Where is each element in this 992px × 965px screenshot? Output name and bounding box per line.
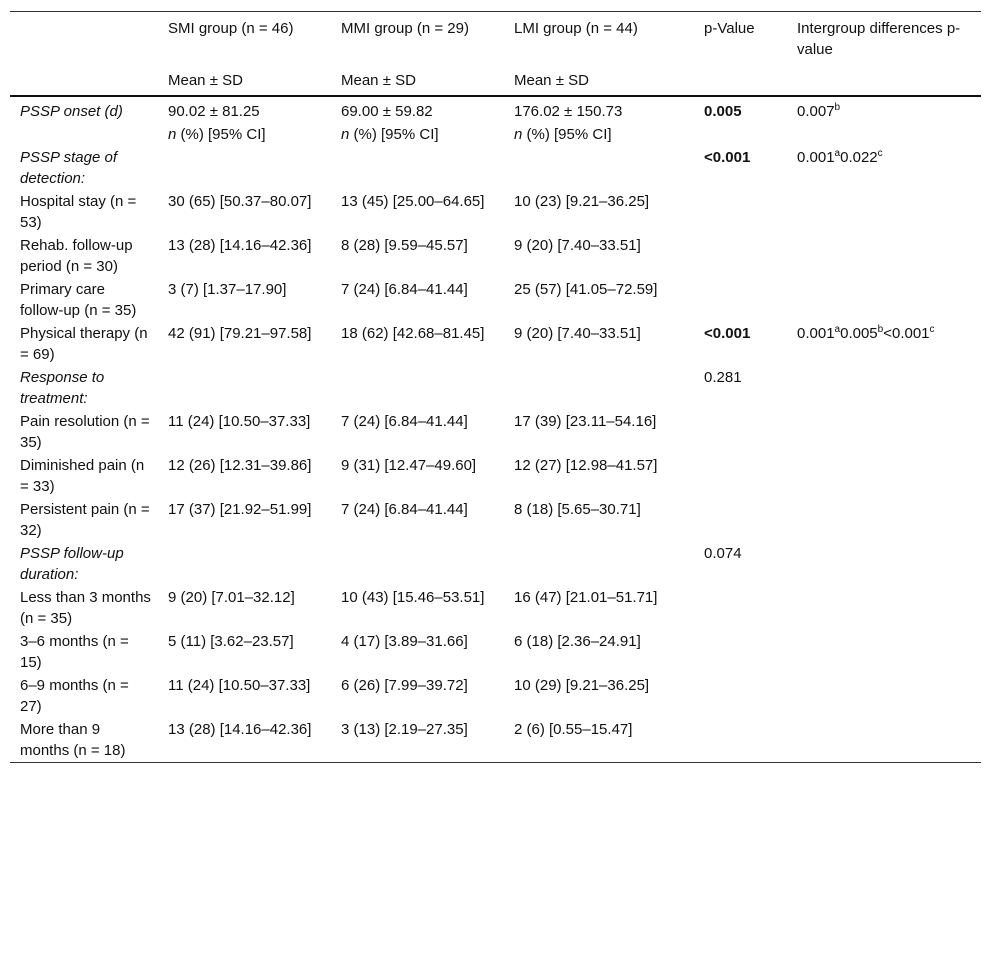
cell-mmi: 3 (13) [2.19–27.35] <box>341 721 468 738</box>
empty-cell <box>694 718 787 763</box>
empty-cell <box>694 586 787 630</box>
empty-cell <box>694 454 787 498</box>
cell-stage-intergroup-value: 0.001 <box>797 149 835 166</box>
row-label-response: Response to treatment: <box>20 369 105 407</box>
cell-lmi: 10 (29) [9.21–36.25] <box>514 677 650 694</box>
empty-cell <box>787 630 981 674</box>
header-p-value: p-Value <box>704 20 755 37</box>
cell-physio-intergroup-sup: c <box>929 324 935 335</box>
row-label: 6–9 months (n = 27) <box>20 677 129 715</box>
cell-smi: 12 (26) [12.31–39.86] <box>168 457 312 474</box>
row-label: Hospital stay (n = 53) <box>20 193 137 231</box>
cell-physio-intergroup <box>787 322 981 366</box>
cell-smi: 13 (28) [14.16–42.36] <box>168 237 312 254</box>
cell-smi: 17 (37) [21.92–51.99] <box>168 501 312 518</box>
empty-cell <box>787 718 981 763</box>
empty-cell <box>787 674 981 718</box>
empty-cell <box>504 542 694 586</box>
row-label: Pain resolution (n = 35) <box>20 413 150 451</box>
subheader-empty-cell <box>10 123 158 146</box>
results-table <box>10 11 981 763</box>
subheader-lmi: n (%) [95% CI] <box>514 126 612 143</box>
cell-lmi: 8 (18) [5.65–30.71] <box>514 501 641 518</box>
cell-onset-lmi: 176.02 ± 150.73 <box>514 103 623 120</box>
header-empty-cell <box>10 61 158 96</box>
row-label: Diminished pain (n = 33) <box>20 457 145 495</box>
cell-stage-p: <0.001 <box>704 149 751 166</box>
empty-cell <box>787 366 981 410</box>
n-symbol: n <box>168 126 177 143</box>
row-label-onset: PSSP onset (d) <box>20 103 123 120</box>
cell-mmi: 7 (24) [6.84–41.44] <box>341 413 468 430</box>
cell-mmi: 13 (45) [25.00–64.65] <box>341 193 485 210</box>
cell-smi: 3 (7) [1.37–17.90] <box>168 281 287 298</box>
subheader-empty-cell <box>787 123 981 146</box>
cell-physio-intergroup-sup: a <box>834 324 841 335</box>
row-label: More than 9 months (n = 18) <box>20 721 126 759</box>
row-label-followup: PSSP follow-up duration: <box>20 545 124 583</box>
table-row-stage-header <box>10 146 981 190</box>
cell-lmi: 12 (27) [12.98–41.57] <box>514 457 658 474</box>
cell-lmi: 17 (39) [23.11–54.16] <box>514 413 657 430</box>
cell-stage-intergroup-value: 0.022 <box>840 149 878 166</box>
cell-lmi: 10 (23) [9.21–36.25] <box>514 193 650 210</box>
cell-smi: 30 (65) [50.37–80.07] <box>168 193 312 210</box>
cell-lmi: 9 (20) [7.40–33.51] <box>514 237 641 254</box>
header-lmi-group: LMI group (n = 44) <box>514 20 638 37</box>
empty-cell <box>158 542 331 586</box>
cell-physio-intergroup-value: <0.001 <box>883 325 930 342</box>
empty-cell <box>694 278 787 322</box>
table-row-followup-header <box>10 542 981 586</box>
cell-stage-intergroup <box>787 146 981 190</box>
header-subrow <box>10 61 981 96</box>
cell-mmi: 4 (17) [3.89–31.66] <box>341 633 468 650</box>
row-label: Persistent pain (n = 32) <box>20 501 150 539</box>
empty-cell <box>787 586 981 630</box>
empty-cell <box>694 410 787 454</box>
cell-physio-intergroup-sup: b <box>877 324 884 335</box>
cell-physio-p: <0.001 <box>704 325 751 342</box>
subheader-smi: n (%) [95% CI] <box>168 126 266 143</box>
empty-cell <box>158 146 331 190</box>
cell-mmi: 10 (43) [15.46–53.51] <box>341 589 485 606</box>
n-symbol: n <box>514 126 523 143</box>
cell-lmi: 2 (6) [0.55–15.47] <box>514 721 633 738</box>
table-subheader-row <box>10 123 981 146</box>
cell-physio-lmi: 9 (20) [7.40–33.51] <box>514 325 641 342</box>
empty-cell <box>694 498 787 542</box>
cell-mmi: 8 (28) [9.59–45.57] <box>341 237 468 254</box>
cell-stage-intergroup-sup: c <box>877 148 883 159</box>
cell-physio-intergroup-value: 0.005 <box>840 325 878 342</box>
table-row-physical-therapy <box>10 322 981 366</box>
cell-smi: 11 (24) [10.50–37.33] <box>168 413 311 430</box>
table-row <box>10 498 981 542</box>
header-empty-cell <box>787 61 981 96</box>
cell-mmi: 9 (31) [12.47–49.60] <box>341 457 477 474</box>
row-label: 3–6 months (n = 15) <box>20 633 129 671</box>
cell-followup-p: 0.074 <box>704 545 742 562</box>
empty-cell <box>694 674 787 718</box>
table-row <box>10 410 981 454</box>
empty-cell <box>787 542 981 586</box>
subheader-empty-cell <box>694 123 787 146</box>
header-empty-cell <box>694 61 787 96</box>
table-row-onset <box>10 96 981 123</box>
cell-smi: 5 (11) [3.62–23.57] <box>168 633 294 650</box>
table-row-response-header <box>10 366 981 410</box>
cell-smi: 11 (24) [10.50–37.33] <box>168 677 311 694</box>
empty-cell <box>787 278 981 322</box>
cell-onset-p: 0.005 <box>704 103 742 120</box>
table-row <box>10 234 981 278</box>
empty-cell <box>787 190 981 234</box>
row-label: Primary care follow-up (n = 35) <box>20 281 137 319</box>
empty-cell <box>694 190 787 234</box>
table-row <box>10 190 981 234</box>
cell-physio-smi: 42 (91) [79.21–97.58] <box>168 325 312 342</box>
header-intergroup-differences: Intergroup differences p-value <box>797 20 961 58</box>
empty-cell <box>331 366 504 410</box>
cell-mmi: 7 (24) [6.84–41.44] <box>341 281 468 298</box>
empty-cell <box>504 146 694 190</box>
cell-mmi: 6 (26) [7.99–39.72] <box>341 677 468 694</box>
cell-physio-mmi: 18 (62) [42.68–81.45] <box>341 325 485 342</box>
table-row <box>10 718 981 763</box>
cell-smi: 9 (20) [7.01–32.12] <box>168 589 295 606</box>
row-label-stage: PSSP stage of detection: <box>20 149 118 187</box>
empty-cell <box>331 542 504 586</box>
empty-cell <box>787 410 981 454</box>
empty-cell <box>787 454 981 498</box>
cell-physio-intergroup-value: 0.001 <box>797 325 835 342</box>
cell-lmi: 6 (18) [2.36–24.91] <box>514 633 641 650</box>
header-mmi-group: MMI group (n = 29) <box>341 20 469 37</box>
empty-cell <box>787 234 981 278</box>
empty-cell <box>787 498 981 542</box>
cell-lmi: 25 (57) [41.05–72.59] <box>514 281 658 298</box>
table-row <box>10 586 981 630</box>
empty-cell <box>504 366 694 410</box>
row-label: Rehab. follow-up period (n = 30) <box>20 237 133 275</box>
header-empty-cell <box>10 12 158 62</box>
onset-intergroup-sup: b <box>834 102 841 113</box>
table-row <box>10 674 981 718</box>
empty-cell <box>331 146 504 190</box>
header-lmi-mean-sd: Mean ± SD <box>514 72 589 89</box>
subheader-mmi: n (%) [95% CI] <box>341 126 439 143</box>
empty-cell <box>694 234 787 278</box>
onset-intergroup-value: 0.007 <box>797 103 835 120</box>
empty-cell <box>158 366 331 410</box>
cell-stage-intergroup-sup: a <box>834 148 841 159</box>
header-row <box>10 12 981 62</box>
header-mmi-mean-sd: Mean ± SD <box>341 72 416 89</box>
n-symbol: n <box>341 126 350 143</box>
header-smi-mean-sd: Mean ± SD <box>168 72 243 89</box>
cell-onset-mmi: 69.00 ± 59.82 <box>341 103 433 120</box>
cell-lmi: 16 (47) [21.01–51.71] <box>514 589 658 606</box>
row-label: Less than 3 months (n = 35) <box>20 589 151 627</box>
row-label-physical-therapy: Physical therapy (n = 69) <box>20 325 148 363</box>
cell-response-p: 0.281 <box>704 369 742 386</box>
results-table-container <box>10 11 981 763</box>
empty-cell <box>694 630 787 674</box>
cell-onset-smi: 90.02 ± 81.25 <box>168 103 260 120</box>
header-smi-group: SMI group (n = 46) <box>168 20 294 37</box>
table-row <box>10 630 981 674</box>
cell-mmi: 7 (24) [6.84–41.44] <box>341 501 468 518</box>
table-row <box>10 278 981 322</box>
cell-smi: 13 (28) [14.16–42.36] <box>168 721 312 738</box>
table-row <box>10 454 981 498</box>
cell-onset-intergroup <box>787 96 981 123</box>
